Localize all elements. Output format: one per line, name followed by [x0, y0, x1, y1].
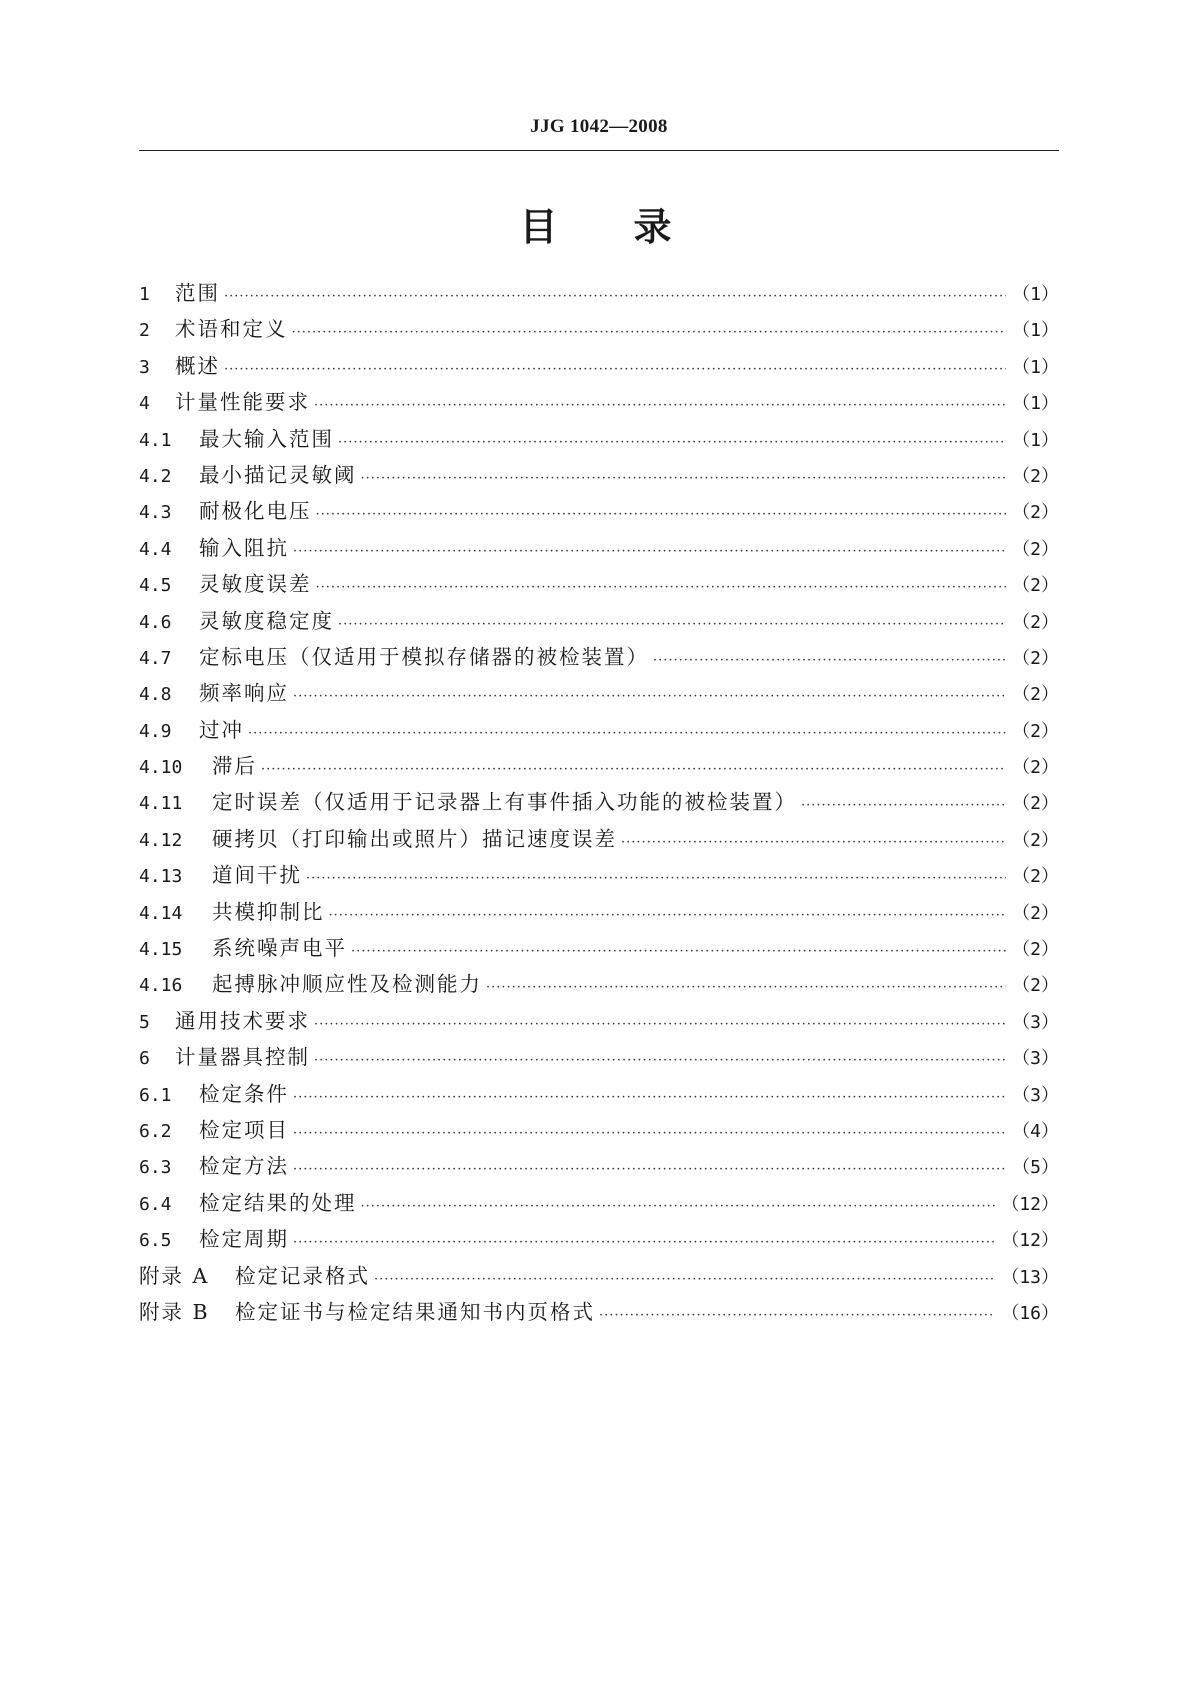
- toc-entry-number: 4.6: [139, 611, 172, 633]
- toc-entry-title: 道间干扰: [212, 863, 302, 888]
- toc-entry-number: 6.3: [139, 1157, 172, 1179]
- toc-entry-page: （2）: [1012, 939, 1059, 961]
- toc-leader-dots: [293, 544, 1006, 559]
- toc-entry-title: 频率响应: [199, 681, 289, 706]
- toc-entry[interactable]: [139, 1295, 1059, 1331]
- toc-entry-number: 4: [139, 393, 150, 415]
- toc-entry[interactable]: [139, 458, 1059, 494]
- toc-entry-title: 检定项目: [199, 1117, 289, 1142]
- toc-leader-dots: [361, 471, 1007, 486]
- toc-entry[interactable]: [139, 1222, 1059, 1258]
- toc-entry-page: （2）: [1012, 720, 1059, 742]
- toc-leader-dots: [293, 1126, 1006, 1141]
- toc-entry-title: 通用技术要求: [175, 1008, 310, 1033]
- toc-leader-dots: [314, 398, 1006, 413]
- toc-entry-title: 最大输入范围: [199, 426, 334, 451]
- toc-leader-dots: [338, 617, 1006, 632]
- toc-entry-title: 滞后: [212, 754, 257, 779]
- toc-entry[interactable]: [139, 567, 1059, 603]
- toc-entry-page: （2）: [1012, 465, 1059, 487]
- toc-entry-title: 检定周期: [199, 1227, 289, 1252]
- toc-leader-dots: [293, 1235, 995, 1250]
- toc-leader-dots: [293, 1162, 1006, 1177]
- toc-entry[interactable]: [139, 385, 1059, 421]
- toc-leader-dots: [314, 1017, 1006, 1032]
- document-code-header: JJG 1042—2008: [530, 116, 668, 137]
- toc-entry-title: 术语和定义: [175, 317, 288, 342]
- toc-entry[interactable]: [139, 931, 1059, 967]
- toc-leader-dots: [351, 944, 1006, 959]
- toc-entry[interactable]: [139, 749, 1059, 785]
- toc-entry-number: 5: [139, 1011, 150, 1033]
- toc-entry[interactable]: [139, 1077, 1059, 1113]
- toc-entry-page: （2）: [1012, 757, 1059, 779]
- toc-entry-title: 定时误差（仅适用于记录器上有事件插入功能的被检装置）: [212, 790, 797, 815]
- toc-entry-page: （2）: [1012, 538, 1059, 560]
- toc-entry-title: 计量器具控制: [175, 1045, 310, 1070]
- toc-entry[interactable]: [139, 276, 1059, 312]
- toc-entry-title: 定标电压（仅适用于模拟存储器的被检装置）: [199, 644, 649, 669]
- toc-entry[interactable]: [139, 895, 1059, 931]
- toc-entry-number: 4.15: [139, 939, 183, 961]
- page-title: [0, 196, 1191, 251]
- toc-entry[interactable]: [139, 858, 1059, 894]
- toc-leader-dots: [621, 835, 1006, 850]
- toc-leader-dots: [224, 289, 1006, 304]
- toc-entry-number: 附录 A: [139, 1263, 210, 1288]
- toc-entry-page: （2）: [1012, 902, 1059, 924]
- toc-leader-dots: [361, 1199, 996, 1214]
- toc-entry-page: （1）: [1012, 284, 1059, 305]
- toc-leader-dots: [314, 1053, 1006, 1068]
- toc-entry-number: 4.10: [139, 757, 183, 779]
- toc-entry[interactable]: [139, 1259, 1059, 1295]
- toc-entry[interactable]: [139, 967, 1059, 1003]
- toc-entry-page: （2）: [1012, 611, 1059, 633]
- toc-entry-number: 6.2: [139, 1120, 172, 1142]
- toc-entry-page: （3）: [1012, 1048, 1059, 1070]
- toc-entry-page: （3）: [1012, 1011, 1059, 1033]
- toc-entry-page: （13）: [1001, 1266, 1059, 1288]
- toc-entry-title: 耐极化电压: [199, 499, 312, 524]
- toc-entry-number: 4.3: [139, 502, 172, 524]
- toc-entry-title: 检定证书与检定结果通知书内页格式: [235, 1299, 595, 1324]
- toc-leader-dots: [306, 871, 1006, 886]
- toc-entry[interactable]: [139, 640, 1059, 676]
- toc-entry-title: 系统噪声电平: [212, 936, 347, 961]
- toc-entry-page: （1）: [1012, 356, 1059, 378]
- toc-entry-page: （2）: [1012, 975, 1059, 997]
- table-of-contents: [139, 276, 1059, 1331]
- toc-leader-dots: [801, 798, 1006, 813]
- toc-entry-number: 4.4: [139, 538, 172, 560]
- toc-entry-number: 4.7: [139, 647, 172, 669]
- toc-entry-title: 起搏脉冲顺应性及检测能力: [212, 972, 482, 997]
- toc-entry-page: （1）: [1012, 320, 1059, 342]
- toc-leader-dots: [486, 980, 1006, 995]
- toc-entry-title: 过冲: [199, 717, 244, 742]
- toc-entry-title: 概述: [175, 353, 220, 378]
- toc-leader-dots: [261, 762, 1006, 777]
- toc-entry-number: 1: [139, 284, 150, 305]
- toc-entry[interactable]: [139, 349, 1059, 385]
- toc-entry-title: 灵敏度误差: [199, 572, 312, 597]
- toc-entry-page: （2）: [1012, 829, 1059, 851]
- toc-entry-page: （2）: [1012, 684, 1059, 706]
- toc-entry-title: 范围: [175, 281, 220, 305]
- toc-leader-dots: [224, 362, 1006, 377]
- toc-entry-number: 4.2: [139, 465, 172, 487]
- toc-entry[interactable]: [139, 1186, 1059, 1222]
- toc-entry-number: 4.5: [139, 575, 172, 597]
- toc-entry-title: 最小描记灵敏阈: [199, 462, 357, 487]
- toc-entry-page: （16）: [1001, 1302, 1059, 1324]
- toc-leader-dots: [329, 908, 1007, 923]
- toc-entry[interactable]: [139, 785, 1059, 821]
- toc-entry[interactable]: [139, 676, 1059, 712]
- toc-leader-dots: [293, 1090, 1006, 1105]
- toc-leader-dots: [338, 435, 1006, 450]
- toc-entry[interactable]: [139, 713, 1059, 749]
- toc-leader-dots: [293, 689, 1006, 704]
- title-char-2: 录: [633, 205, 672, 249]
- toc-entry-number: 6.1: [139, 1084, 172, 1106]
- toc-entry-page: （2）: [1012, 793, 1059, 815]
- toc-entry-number: 3: [139, 356, 150, 378]
- toc-entry[interactable]: [139, 1004, 1059, 1040]
- toc-entry-number: 4.8: [139, 684, 172, 706]
- toc-entry-number: 附录 B: [139, 1299, 210, 1324]
- header-rule: [139, 150, 1059, 151]
- toc-leader-dots: [292, 325, 1007, 340]
- toc-entry[interactable]: [139, 1149, 1059, 1185]
- toc-entry-page: （1）: [1012, 393, 1059, 415]
- toc-entry[interactable]: [139, 494, 1059, 530]
- toc-entry-title: 输入阻抗: [199, 535, 289, 560]
- toc-entry-title: 共模抑制比: [212, 899, 325, 924]
- toc-entry-page: （2）: [1012, 502, 1059, 524]
- toc-entry[interactable]: [139, 1040, 1059, 1076]
- toc-entry-number: 4.14: [139, 902, 183, 924]
- toc-entry-page: （4）: [1012, 1120, 1059, 1142]
- toc-entry-title: 检定记录格式: [235, 1263, 370, 1288]
- toc-entry-title: 硬拷贝（打印输出或照片）描记速度误差: [212, 826, 617, 851]
- toc-entry-number: 4.9: [139, 720, 172, 742]
- toc-entry-page: （5）: [1012, 1157, 1059, 1179]
- toc-entry-number: 6.5: [139, 1230, 172, 1252]
- toc-leader-dots: [653, 653, 1006, 668]
- toc-entry-number: 4.16: [139, 975, 183, 997]
- toc-entry-page: （2）: [1012, 866, 1059, 888]
- toc-entry-page: （1）: [1012, 429, 1059, 451]
- toc-leader-dots: [599, 1308, 995, 1323]
- toc-entry[interactable]: [139, 312, 1059, 348]
- toc-entry[interactable]: [139, 604, 1059, 640]
- toc-entry-title: 检定结果的处理: [199, 1190, 357, 1215]
- toc-entry[interactable]: [139, 822, 1059, 858]
- toc-leader-dots: [316, 507, 1007, 522]
- toc-entry-number: 6: [139, 1048, 150, 1070]
- toc-entry-page: （2）: [1012, 575, 1059, 597]
- toc-entry-title: 检定方法: [199, 1154, 289, 1179]
- toc-entry[interactable]: [139, 531, 1059, 567]
- toc-leader-dots: [248, 726, 1006, 741]
- toc-entry-number: 6.4: [139, 1193, 172, 1215]
- toc-entry-number: 2: [139, 320, 150, 342]
- toc-leader-dots: [374, 1272, 995, 1287]
- toc-leader-dots: [316, 580, 1007, 595]
- toc-entry-title: 计量性能要求: [175, 390, 310, 415]
- toc-entry[interactable]: [139, 422, 1059, 458]
- toc-entry-number: 4.11: [139, 793, 183, 815]
- toc-entry-number: 4.12: [139, 829, 183, 851]
- toc-entry-number: 4.1: [139, 429, 172, 451]
- toc-entry-title: 灵敏度稳定度: [199, 608, 334, 633]
- toc-entry-page: （12）: [1001, 1230, 1059, 1252]
- toc-entry[interactable]: [139, 1113, 1059, 1149]
- toc-entry-title: 检定条件: [199, 1081, 289, 1106]
- toc-entry-number: 4.13: [139, 866, 183, 888]
- toc-entry-page: （2）: [1012, 647, 1059, 669]
- toc-entry-page: （3）: [1012, 1084, 1059, 1106]
- toc-entry-page: （12）: [1001, 1193, 1059, 1215]
- title-char-1: 目: [519, 205, 558, 249]
